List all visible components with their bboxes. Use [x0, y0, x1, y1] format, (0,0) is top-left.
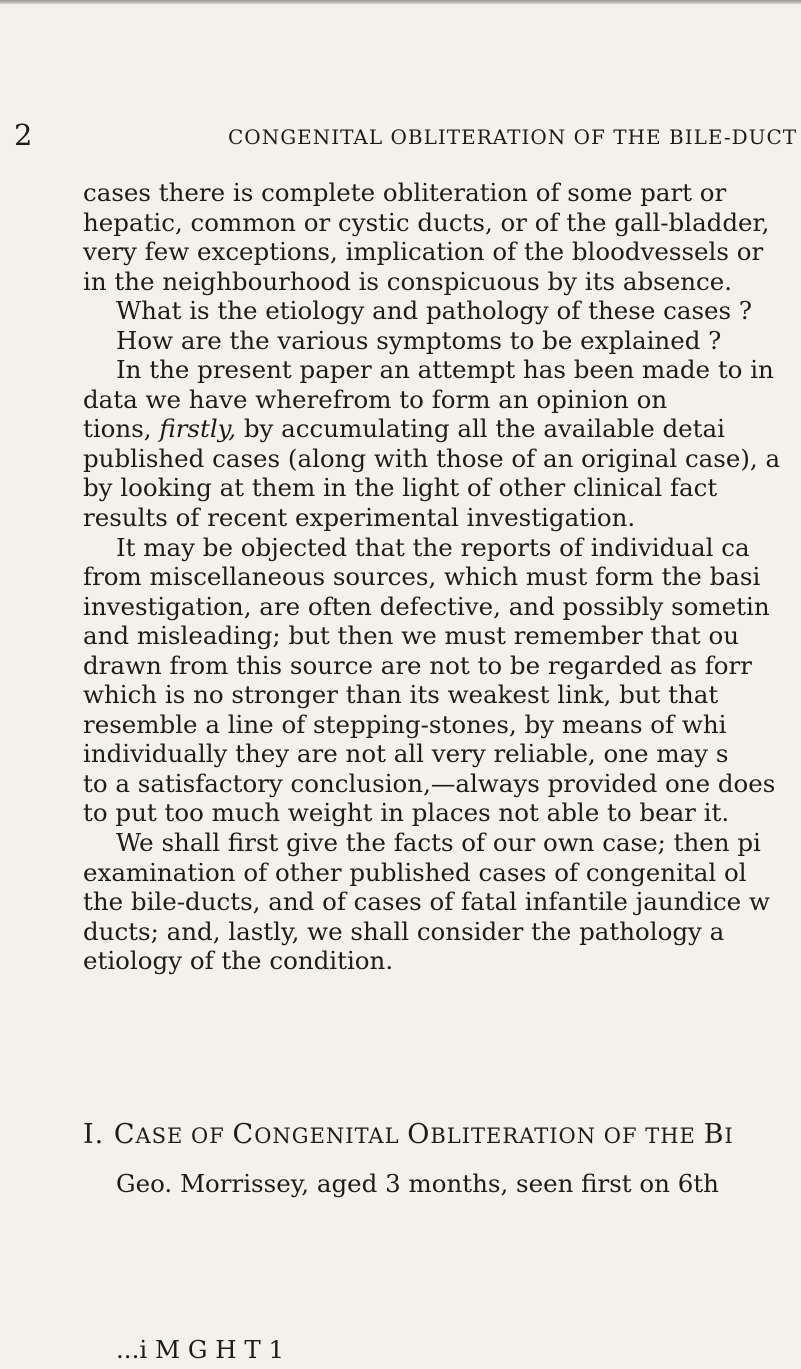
text-line: cases there is complete obliteration of some part or — [83, 178, 727, 207]
truncated-line — [116, 1335, 801, 1364]
running-title: CONGENITAL OBLITERATION OF THE BILE-DUCT — [228, 125, 798, 149]
section-heading-part: ASE OF — [135, 1124, 233, 1148]
emphasis: firstly, — [159, 414, 237, 444]
text-line: the bile-ducts, and of cases of fatal infantile jaundice w — [83, 887, 770, 917]
section-heading-part: I. C — [83, 1119, 136, 1150]
section-heading-part: C — [232, 1119, 255, 1150]
text-line: hepatic, common or cystic ducts, or of the gall-bladder, — [83, 207, 770, 237]
text-line: and misleading; but then we must remember that ou — [83, 621, 739, 651]
text-line: very few exceptions, implication of the bloodvessels or — [83, 237, 764, 267]
section-heading-part: B — [703, 1119, 725, 1150]
page-number: 2 — [14, 118, 33, 152]
text-line: data we have wherefrom to form an opinion on — [83, 384, 668, 414]
section-heading-part: BLITERATION OF THE — [430, 1124, 704, 1148]
section-heading-part: O — [407, 1119, 431, 1150]
text-line: examination of other published cases of congenital ol — [83, 857, 747, 887]
truncated-line-text: ...i M G H T 1 — [116, 1335, 285, 1364]
top-edge-rule — [0, 0, 801, 4]
text-line: In the present paper an attempt has been made to in — [116, 355, 774, 385]
text-line: It may be objected that the reports of individual ca — [116, 532, 750, 562]
text-line: published cases (along with those of an original case), a — [83, 443, 781, 473]
running-head — [0, 118, 801, 152]
text-line: investigation, are often defective, and possibly sometin — [83, 591, 770, 621]
text-line: drawn from this source are not to be regarded as forr — [83, 650, 752, 680]
case-paragraph-first-line: Geo. Morrissey, aged 3 months, seen first on 6th — [116, 1169, 719, 1198]
text-line: by looking at them in the light of other clinical fact — [83, 473, 718, 503]
text-line: resemble a line of stepping-stones, by means of whi — [83, 709, 727, 739]
text-line: What is the etiology and pathology of these cases ? — [116, 296, 753, 326]
section-heading-part: ONGENITAL — [254, 1124, 408, 1148]
text-line: individually they are not all very reliable, one may s — [83, 739, 729, 769]
text-line: which is no stronger than its weakest link, but that — [83, 680, 719, 710]
text-line: tions, firstly, by accumulating all the available detai — [83, 414, 725, 444]
body-text — [0, 178, 801, 976]
section-heading — [83, 1118, 801, 1153]
text-line: How are the various symptoms to be explained ? — [116, 325, 722, 355]
text-line: in the neighbourhood is conspicuous by its absence. — [83, 266, 732, 296]
text-line: We shall first give the facts of our own case; then pi — [116, 828, 761, 858]
text-line: ducts; and, lastly, we shall consider the pathology a — [83, 916, 725, 946]
text-line: to a satisfactory conclusion,—always provided one does — [83, 768, 776, 798]
section-heading-part: I — [724, 1124, 734, 1148]
text-line: results of recent experimental investigation. — [83, 503, 636, 533]
text-line: etiology of the condition. — [83, 946, 394, 976]
text-line: to put too much weight in places not able to bear it. — [83, 798, 730, 828]
text-line: from miscellaneous sources, which must form the basi — [83, 562, 761, 592]
